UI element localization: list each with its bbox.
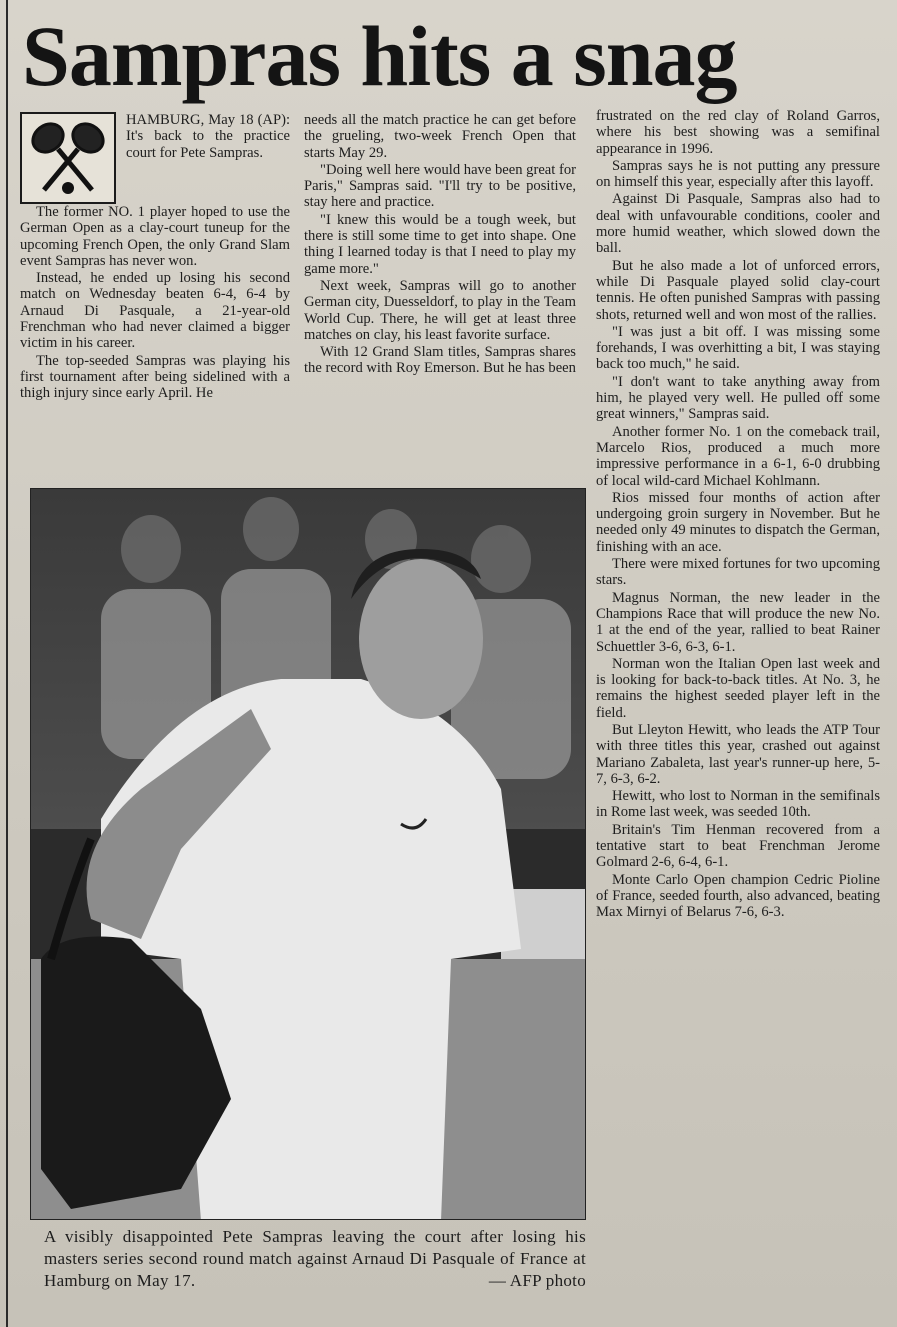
paragraph: Hewitt, who lost to Norman in the semifinals in Rome last week, was seeded 10th.: [596, 788, 880, 821]
paragraph: Instead, he ended up losing his second match on Wednesday beaten 6-4, 6-4 by Arnaud Di Pasquale, a 21-year-old Frenchman who had never claimed a bigger victim in his career.: [20, 270, 290, 352]
paragraph: The former NO. 1 player hoped to use the German Open as a clay-court tuneup for the upcoming French Open, the only Grand Slam event Sampras has never won.: [20, 204, 290, 269]
paragraph: Norman won the Italian Open last week and is looking for back-to-back titles. At No. 3, he remains the highest seeded player left in the field.: [596, 655, 880, 721]
paragraph: Magnus Norman, the new leader in the Champions Race that will produce the new No. 1 at the end of the year, rallied to beat Rainer Schuettler 3-6, 6-3, 6-1.: [596, 589, 880, 655]
paragraph: Sampras says he is not putting any pressure on himself this year, especially after this layoff.: [596, 157, 880, 191]
tennis-rackets-icon: [20, 112, 116, 204]
paragraph: "I don't want to take anything away from him, he played very well. He pulled off some great winners," Sampras said.: [596, 373, 880, 423]
paragraph: frustrated on the red clay of Roland Garros, where his best showing was a semifinal appearance in 1996.: [596, 108, 880, 157]
paragraph: needs all the match practice he can get before the grueling, two-week French Open that starts May 29.: [304, 112, 576, 161]
paragraph: The top-seeded Sampras was playing his first tournament after being sidelined with a thigh injury since early April. He: [20, 352, 290, 402]
paragraph: Against Di Pasquale, Sampras also had to deal with unfavourable conditions, cooler and more humid weather, which slowed down the ball.: [596, 191, 880, 257]
paragraph: Next week, Sampras will go to another German city, Duesseldorf, to play in the Team World Cup. There, he will get at least three matches on clay, his least favorite surface.: [304, 277, 576, 343]
paragraph: Britain's Tim Henman recovered from a tentative start to beat Frenchman Jerome Golmard 2-6, 6-4, 6-1.: [596, 821, 880, 871]
paragraph: There were mixed fortunes for two upcoming stars.: [596, 556, 880, 589]
headline: Sampras hits a snag: [22, 8, 737, 104]
dateline: HAMBURG, May 18 (AP): It's back to the practice court for Pete Sampras.: [126, 112, 290, 161]
news-photo: [30, 488, 586, 1220]
paragraph: "I was just a bit off. I was missing some forehands, I was overhitting a bit, I was staying back too much," he said.: [596, 323, 880, 373]
photo-caption: [44, 1226, 586, 1292]
column-rule: [6, 0, 8, 1327]
paragraph: Monte Carlo Open champion Cedric Pioline of France, seeded fourth, also advanced, beating Max Mirnyi of Belarus 7-6, 6-3.: [596, 871, 880, 921]
article-column-2: [304, 112, 576, 378]
article-column-3: [596, 108, 880, 922]
caption-text: A visibly disappointed Pete Sampras leaving the court after losing his masters series second round match against Arnaud Di Pasquale of France at Hamburg on May 17.: [44, 1227, 586, 1290]
paragraph: Rios missed four months of action after undergoing groin surgery in November. But he needed only 49 minutes to dispatch the German, finishing with an ace.: [596, 489, 880, 555]
paragraph: Another former No. 1 on the comeback trail, Marcelo Rios, produced a much more impressive performance in a 6-1, 6-0 drubbing of local wild-card Michael Kohlmann.: [596, 423, 880, 489]
dateline-row: [20, 112, 290, 204]
paragraph: "Doing well here would have been great for Paris," Sampras said. "I'll try to be positive, stay here and practice.: [304, 161, 576, 211]
paragraph: But Lleyton Hewitt, who leads the ATP Tour with three titles this year, crashed out against Mariano Zabaleta, last year's runner-up here, 5-7, 6-3, 6-2.: [596, 721, 880, 787]
paragraph: But he also made a lot of unforced errors, while Di Pasquale played solid clay-court tennis. He often punished Sampras with passing shots, returned well and won most of the rallies.: [596, 257, 880, 323]
paragraph: With 12 Grand Slam titles, Sampras shares the record with Roy Emerson. But he has been: [304, 344, 576, 377]
paragraph: "I knew this would be a tough week, but there is still some time to get into shape. One thing I learned today is that I need to play my game more.": [304, 211, 576, 277]
photo-credit: — AFP photo: [488, 1271, 586, 1290]
article-column-1: [20, 112, 290, 403]
